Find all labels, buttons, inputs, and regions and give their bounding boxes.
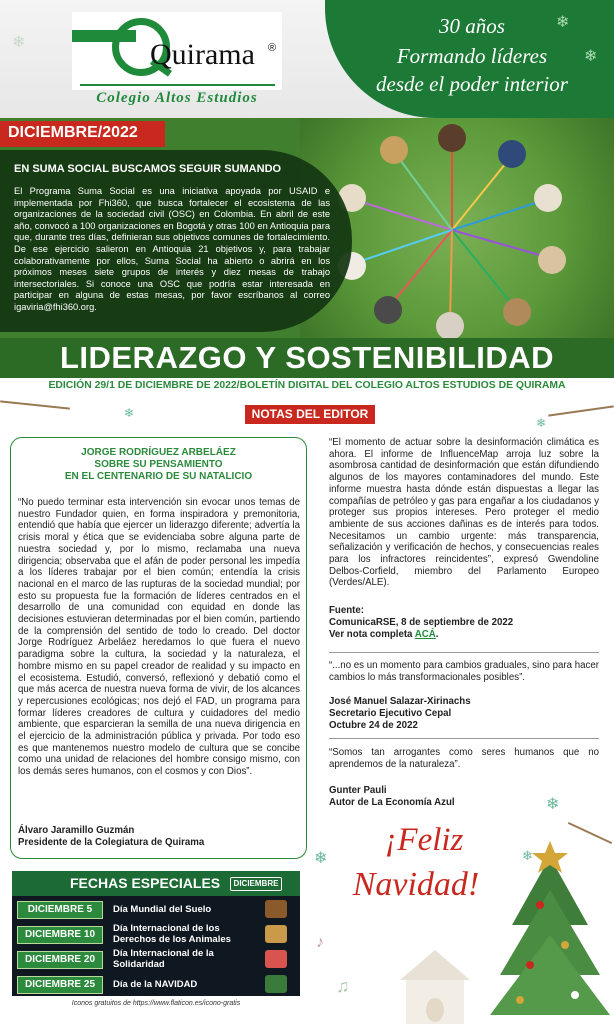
full-note-line	[329, 629, 599, 641]
issue-date-label: DICIEMBRE/2022	[0, 121, 165, 147]
snowflake-icon: ❄	[536, 416, 547, 430]
date-row-name: Día Internacional de la Solidaridad	[113, 948, 214, 970]
cepal-author-date: Octubre 24 de 2022	[329, 720, 418, 731]
soil-icon	[265, 900, 287, 918]
feliz-greeting: ¡Feliz	[384, 822, 464, 858]
cepal-author-role: Secretario Ejecutivo Cepal	[329, 708, 452, 719]
feature-title: EN SUMA SOCIAL BUSCAMOS SEGUIR SUMANDO	[14, 163, 282, 175]
pauli-author-name: Gunter Pauli	[329, 785, 387, 796]
snowflake-icon: ❄	[556, 14, 570, 31]
editorial-heading-line-2: SOBRE SU PENSAMIENTO	[94, 459, 223, 470]
logo-registered-mark: ®	[268, 42, 277, 54]
snowflake-icon: ❄	[314, 850, 328, 867]
cepal-quote: “...no es un momento para cambios graduales, sino para hacer cambios lo más transformacionales posibles”.	[329, 660, 599, 683]
special-dates-month-tag: DICIEMBRE	[230, 877, 282, 891]
garland	[0, 400, 70, 409]
main-title: LIDERAZGO Y SOSTENIBILIDAD	[59, 340, 555, 375]
nativity-icon	[400, 950, 470, 1024]
christmas-tree-icon	[470, 835, 614, 1024]
date-row-name: Día de la NAVIDAD	[113, 979, 198, 990]
garland	[548, 405, 614, 416]
snowflake-icon: ❄	[124, 406, 135, 420]
editorial-signature-name: Álvaro Jaramillo Guzmán	[18, 825, 135, 836]
slogan-line-2: Formando líderes	[396, 44, 548, 68]
date-row-name: Día Mundial del Suelo	[113, 904, 212, 915]
logo-divider	[80, 84, 275, 86]
music-note-icon: ♫	[336, 976, 350, 996]
climate-quote: “El momento de actuar sobre la desinformación climática es ahora. El informe de InfluenceMap arroja luz sobre la asombrosa cantidad de desinformación que están difundiendo algunos de los mayores contaminadores del mundo. Este informe muestra hasta dónde están dispuestas a llegar las compañías de petróleo y gas para engañar a los ciudadanos y proteger sus propios intereses. Pero proteger el medio ambiente de sus acciones dañinas es de interés para todos. Necesitamos un cambio urgente: más transparencia, señalización y verificación de hechos, y consecuencias reales para los infractores reincidentes”, expresó Gwendoline Delbos-Corfield, miembro del Parlamento Europeo (Verdes/ALE).	[329, 437, 599, 589]
music-note-icon: ♪	[316, 934, 324, 951]
special-dates-title: FECHAS ESPECIALES	[70, 875, 221, 891]
date-row-name: Día Internacional de los Derechos de los Animales	[113, 923, 231, 945]
divider	[329, 652, 599, 653]
date-row-day: DICIEMBRE 10	[17, 926, 103, 944]
feature-body: El Programa Suma Social es una iniciativa apoyada por USAID e implementada por Fhi360, que busca fortalecer el ecosistema de las organizaciones de la sociedad civil (OSC) en Colombia. En abril de este año, convocó a 100 organizaciones en Bogotá y otras 100 en Antioquia para que, durante tres días, definieran sus objetivos comunes de fortalecimiento. De ese ejercicio salieron en Antioquia 21 objetivos y, para trabajar colaborativamente por ellos, Suma Social ha abierto o abrirá en los próximos meses siete grupos de interés y diez mesas de trabajo intersectoriales. Si conoce una OSC que podría estar interesada en participar en alguna de estas mesas, por favor escríbanos al correo igaviria@fhi360.org.	[14, 186, 330, 312]
cepal-author-name: José Manuel Salazar-Xirinachs	[329, 696, 471, 707]
navidad-greeting: Navidad!	[352, 866, 480, 903]
full-note-suffix: .	[435, 629, 439, 640]
solidarity-icon	[265, 950, 287, 968]
edition-line: EDICIÓN 29/1 DE DICIEMBRE DE 2022/BOLETÍN DIGITAL DEL COLEGIO ALTOS ESTUDIOS DE QUIRAMA	[48, 380, 566, 391]
logo-subtitle: Colegio Altos Estudios	[96, 90, 258, 106]
pauli-author-role: Autor de La Economía Azul	[329, 797, 455, 808]
pauli-quote: “Somos tan arrogantes como seres humanos que no aprendemos de la naturaleza”.	[329, 747, 599, 770]
editor-notes-label: NOTAS DEL EDITOR	[245, 405, 375, 424]
date-row-day: DICIEMBRE 5	[17, 901, 103, 919]
snowflake-icon: ❄	[584, 48, 598, 65]
editorial-heading-line-1: JORGE RODRÍGUEZ ARBELÁEZ	[81, 447, 236, 458]
full-note-link[interactable]: ACÁ	[414, 629, 436, 640]
editorial-heading-line-3: EN EL CENTENARIO DE SU NATALICIO	[64, 471, 253, 482]
slogan-line-3: desde el poder interior	[376, 72, 568, 96]
editorial-quote: “No puedo terminar esta intervención sin evocar unos temas de nuestro Fundador quien, en forma inspiradora y premonitoria, entendió que había que ejercer un liderazgo diferente; advertía la crisis moral y ética que se evidenciaba sobre alguna parte de nuestra sociedad y, por lo mismo, reclamaba una nueva dirigencia; observaba que el afán de poder personal les impedía a los líderes trabajar por el bien común; entendía la crisis nacional en el marco de las rupturas de la sociedad mundial; por esto su propuesta fue la formación de líderes centrados en el desarrollo de una comunidad con equidad en donde las decisiones estuvieran determinadas por el bien común, partiendo de la comprensión del sentido de todo lo creado. Del doctor Jorge Rodríguez Arbeláez heredamos lo que fuera el nuevo paradigma sobre la cultura, la sociedad y la naturaleza, el hombre mismo en su papel creador de realidad y su impacto en el ecosistema. Estudió, conversó, reflexionó y debatió como el que más acerca de nuestra nueva forma de vivir, de los alcances y repercusiones ecológicas; nos dejó el FAD, un programa para formar líderes creadores de cultura y cuidadores del medio ambiente, que esparcieran la semilla de una nueva dirigencia en el ejercicio de la administración pública y privada. Por todo eso es que mantenemos nuestro modelo de cultura que se concibe como una unidad de relaciones del hombre consigo mismo, con los demás seres humanos, con el cosmos y con Dios”.	[18, 497, 300, 778]
date-row-day: DICIEMBRE 20	[17, 951, 103, 969]
snowflake-icon: ❄	[12, 34, 26, 51]
slogan-line-1: 30 años	[439, 14, 505, 38]
logo-name: Quirama	[150, 38, 255, 71]
source-text: ComunicaRSE, 8 de septiembre de 2022	[329, 617, 514, 628]
editorial-signature-role: Presidente de la Colegiatura de Quirama	[18, 837, 205, 848]
animals-icon	[265, 925, 287, 943]
source-label: Fuente:	[329, 605, 364, 616]
icon-credits: Iconos gratuitos de https://www.flaticon.es/icono-gratis	[71, 1000, 241, 1007]
date-row-day: DICIEMBRE 25	[17, 976, 103, 994]
full-note-prefix: Ver nota completa	[329, 629, 415, 640]
divider	[329, 738, 599, 739]
snowflake-icon: ❄	[522, 848, 533, 863]
snowflake-icon: ❄	[546, 796, 560, 813]
christmas-tree-icon	[265, 975, 287, 993]
